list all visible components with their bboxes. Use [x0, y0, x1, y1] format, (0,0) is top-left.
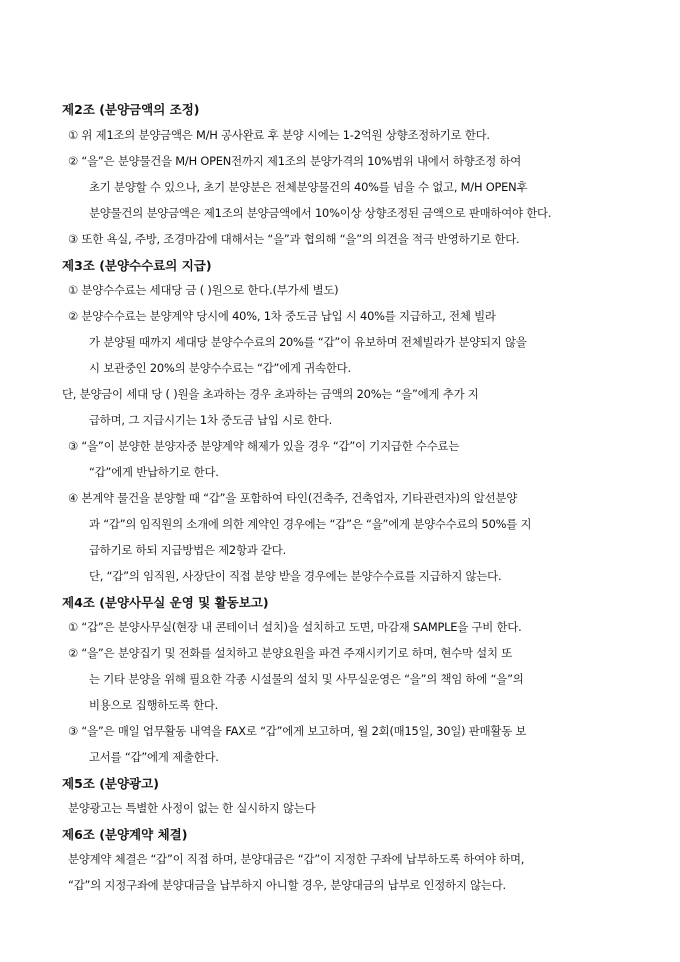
article-2-title: 제2조 (분양금액의 조정) — [62, 102, 200, 117]
article-2-item-3: ③ 또한 욕실, 주방, 조경마감에 대해서는 “을”과 협의해 “을”의 의견을 적극 반영하기로 한다. — [68, 232, 520, 246]
article-3-item-3-line-2: “갑”에게 반납하기로 한다. — [89, 465, 219, 479]
article-3-note-line-1: 단, 분양금이 세대 당 ( )원을 초과하는 경우 초과하는 금액의 20%는 “을”에게 추가 지 — [62, 387, 479, 401]
article-4-title: 제4조 (분양사무실 운영 및 활동보고) — [62, 595, 269, 610]
article-4-item-3-line-1: ③ “을”은 매일 업무활동 내역을 FAX로 “갑”에게 보고하며, 월 2회(매15일, 30일) 판매활동 보 — [68, 724, 527, 738]
article-3-item-1: ① 분양수수료는 세대당 금 ( )원으로 한다.(부가세 별도) — [68, 283, 339, 297]
article-4-item-2-line-1: ② “을”은 분양집기 및 전화를 설치하고 분양요원을 파견 주재시키기로 하며, 현수막 설치 또 — [68, 646, 513, 660]
article-4-item-2-line-2: 는 기타 분양을 위해 필요한 각종 시설물의 설치 및 사무실운영은 “을”의 책임 하에 “을”의 — [89, 672, 524, 686]
article-3-item-2-line-3: 시 보관중인 20%의 분양수수료는 “갑”에게 귀속한다. — [89, 361, 351, 375]
article-3-item-2-line-2: 가 분양될 때까지 세대당 분양수수료의 20%를 “갑”이 유보하며 전체빌라가 분양되지 않을 — [89, 335, 527, 349]
article-6-line-2: “갑”의 지정구좌에 분양대금을 납부하지 아니할 경우, 분양대금의 납부로 인정하지 않는다. — [68, 878, 506, 892]
article-3-item-4-line-2: 과 “갑”의 임직원의 소개에 의한 계약인 경우에는 “갑”은 “을”에게 분양수수료의 50%를 지 — [89, 517, 532, 531]
article-6-title: 제6조 (분양계약 체결) — [62, 827, 188, 842]
article-4-item-3-line-2: 고서를 “갑”에게 제출한다. — [89, 750, 219, 764]
article-3-item-3-line-1: ③ “을”이 분양한 분양자중 분양계약 해제가 있을 경우 “갑”이 기지급한 수수료는 — [68, 439, 460, 453]
article-3-note-line-2: 급하며, 그 지급시기는 1차 중도금 납입 시로 한다. — [89, 413, 333, 427]
article-3-title: 제3조 (분양수수료의 지급) — [62, 258, 212, 273]
article-5-body: 분양광고는 특별한 사정이 없는 한 실시하지 않는다 — [68, 801, 316, 815]
article-3-item-4-line-1: ④ 본계약 물건을 분양할 때 “갑”을 포함하여 타인(건축주, 건축업자, 기타관련자)의 알선분양 — [68, 491, 518, 505]
article-4-item-1: ① “갑”은 분양사무실(현장 내 콘테이너 설치)을 설치하고 도면, 마감재 SAMPLE을 구비 한다. — [68, 620, 522, 634]
article-6-line-1: 분양계약 체결은 “갑”이 직접 하며, 분양대금은 “갑”이 지정한 구좌에 납부하도록 하여야 하며, — [68, 852, 525, 866]
article-5-title: 제5조 (분양광고) — [62, 776, 159, 791]
article-3-item-2-line-1: ② 분양수수료는 분양계약 당시에 40%, 1차 중도금 납입 시 40%를 지급하고, 전체 빌라 — [68, 309, 496, 323]
article-3-item-4-line-4: 단, “갑”의 임직원, 사장단이 직접 분양 받을 경우에는 분양수수료를 지급하지 않는다. — [89, 569, 502, 583]
article-2-item-2-line-2: 초기 분양할 수 있으나, 초기 분양분은 전체분양물건의 40%를 넘을 수 없고, M/H OPEN후 — [89, 180, 528, 194]
article-2-item-2-line-1: ② “을”은 분양물건을 M/H OPEN전까지 제1조의 분양가격의 10%범위 내에서 하향조정 하여 — [68, 154, 522, 168]
article-2-item-1: ① 위 제1조의 분양금액은 M/H 공사완료 후 분양 시에는 1-2억원 상향조정하기로 한다. — [68, 128, 490, 142]
article-4-item-2-line-3: 비용으로 집행하도록 한다. — [89, 698, 219, 712]
article-3-item-4-line-3: 급하기로 하되 지급방법은 제2항과 같다. — [89, 543, 287, 557]
article-2-item-2-line-3: 분양물건의 분양금액은 제1조의 분양금액에서 10%이상 상향조정된 금액으로 판매하여야 한다. — [89, 206, 552, 220]
